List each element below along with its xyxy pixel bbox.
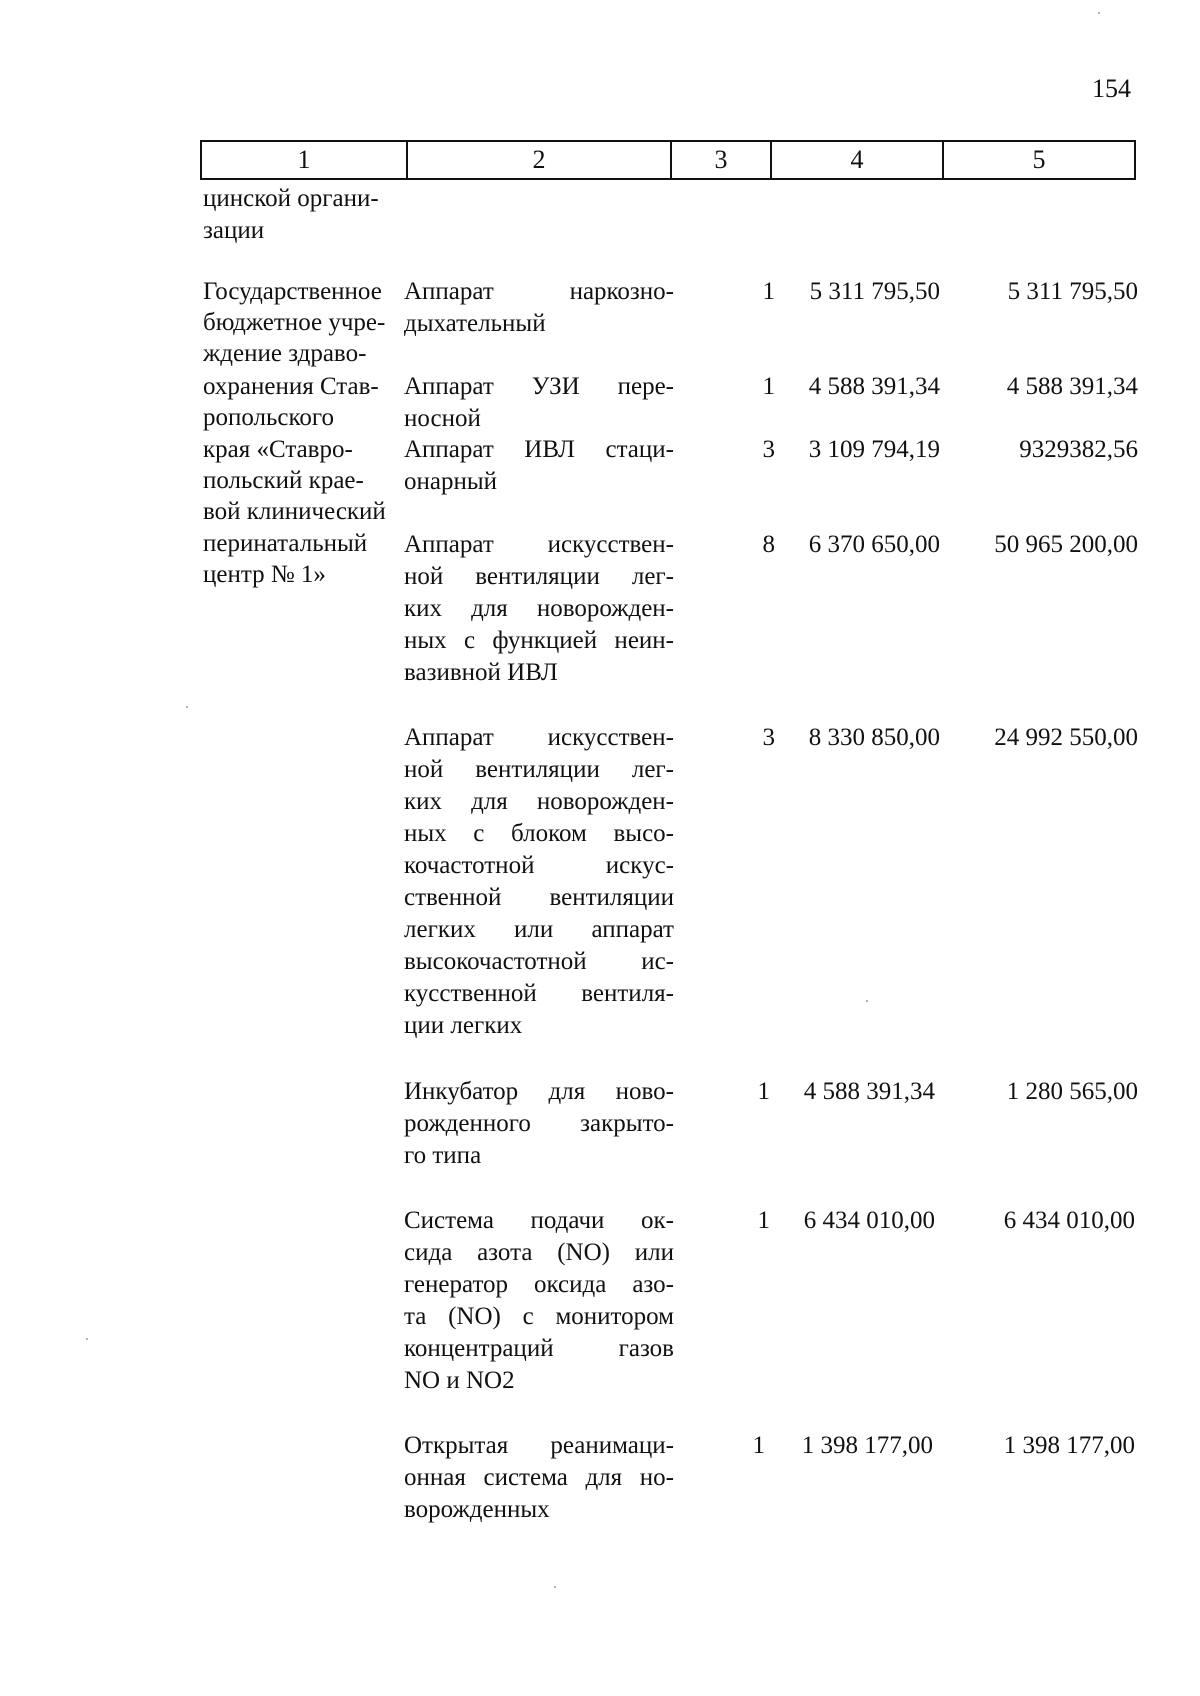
item-name-line: рожденного закрыто-: [404, 1110, 674, 1137]
header-col-4: 4: [771, 141, 943, 179]
org-line: центр № 1»: [203, 561, 326, 588]
org-continuation: [203, 183, 408, 247]
item-name-line: сида азота (NO) или: [404, 1239, 674, 1266]
item-name-line: генератор оксида азо-: [404, 1271, 674, 1298]
item-name-line: высокочастотной ис-: [404, 948, 674, 975]
item-name-line: онная система для но-: [404, 1464, 674, 1491]
org-line: вой клинический: [203, 498, 386, 525]
org-line: бюджетное учре-: [203, 309, 386, 336]
item-name-line: ной вентиляции лег-: [404, 563, 674, 590]
item-price: 4 588 391,34: [808, 373, 940, 400]
item-total: 24 992 550,00: [994, 724, 1138, 751]
org-line: польский крае-: [203, 467, 364, 494]
item-name-line: ких для новорожден-: [404, 595, 674, 622]
item-name-line: концентраций газов: [404, 1335, 674, 1362]
item-name-line: ворожденных: [404, 1496, 550, 1523]
page-number: 154: [1092, 74, 1131, 103]
header-col-2: 2: [407, 141, 671, 179]
item-price: 5 311 795,50: [809, 278, 940, 305]
item-name: [404, 276, 674, 340]
org-line: Государственное: [203, 278, 382, 305]
item-name-line: ных с блоком высо-: [404, 820, 674, 847]
item-price: 8 330 850,00: [808, 724, 940, 751]
item-name-line: кусственной вентиля-: [404, 980, 674, 1007]
header-col-3: 3: [671, 141, 771, 179]
item-name-line: ции легких: [404, 1012, 523, 1039]
item-name-line: Аппарат ИВЛ стаци-: [404, 436, 674, 463]
item-name-line: ной вентиляции лег-: [404, 756, 674, 783]
scan-speck: [866, 1000, 868, 1002]
scan-speck: [554, 1586, 556, 1588]
item-qty: 1: [752, 1432, 765, 1459]
item-name-line: го типа: [404, 1142, 482, 1169]
item-name: [404, 434, 674, 498]
item-name-line: кочастотной искус-: [404, 852, 674, 879]
item-name-line: легких или аппарат: [404, 916, 674, 943]
item-price: 4 588 391,34: [803, 1078, 935, 1105]
item-name-line: Аппарат УЗИ пере-: [404, 373, 674, 400]
item-name-line: Открытая реанимаци-: [404, 1432, 674, 1459]
item-qty: 1: [757, 1207, 770, 1234]
item-qty: 1: [762, 373, 775, 400]
item-total: 5 311 795,50: [1007, 278, 1138, 305]
item-price: 3 109 794,19: [808, 436, 940, 463]
item-qty: 1: [757, 1078, 770, 1105]
item-name-line: Система подачи ок-: [404, 1207, 674, 1234]
item-name-line: Аппарат искусствен-: [404, 531, 674, 558]
scan-speck: [186, 706, 188, 708]
item-name-line: носной: [404, 405, 481, 432]
org-line: ропольского: [203, 404, 335, 431]
item-total: 6 434 010,00: [1003, 1207, 1135, 1234]
item-price: 1 398 177,00: [801, 1432, 933, 1459]
org-line: края «Ставро-: [203, 436, 353, 463]
item-qty: 8: [762, 531, 775, 558]
item-name: [404, 371, 674, 435]
item-total: 50 965 200,00: [994, 531, 1138, 558]
item-name-line: Инкубатор для ново-: [404, 1078, 674, 1105]
item-name: [404, 529, 674, 689]
item-name-line: та (NO) с монитором: [404, 1303, 674, 1330]
org-continuation-line: цинской органи-: [203, 185, 379, 212]
item-qty: 1: [762, 278, 775, 305]
item-name-line: Аппарат наркозно-: [404, 278, 674, 305]
item-price: 6 370 650,00: [808, 531, 940, 558]
item-qty: 3: [762, 724, 775, 751]
item-total: 1 280 565,00: [1006, 1078, 1138, 1105]
item-name-line: ких для новорожден-: [404, 788, 674, 815]
item-name-line: дыхательный: [404, 310, 546, 337]
item-name: [404, 722, 674, 1042]
org-line: охранения Став-: [203, 373, 379, 400]
item-name: [404, 1205, 674, 1397]
item-name-line: ственной вентиляции: [404, 884, 674, 911]
item-name-line: NO и NO2: [404, 1367, 515, 1394]
item-total: 4 588 391,34: [1006, 373, 1138, 400]
item-price: 6 434 010,00: [803, 1207, 935, 1234]
scan-speck: [86, 1338, 88, 1340]
item-name-line: Аппарат искусствен-: [404, 724, 674, 751]
item-name-line: вазивной ИВЛ: [404, 659, 558, 686]
org-continuation-line: зации: [203, 217, 265, 244]
item-total: 1 398 177,00: [1003, 1432, 1135, 1459]
table-header: [200, 140, 1136, 180]
item-total: 9329382,56: [1019, 436, 1138, 463]
item-name-line: ных с функцией неин-: [404, 627, 674, 654]
item-name: [404, 1430, 674, 1526]
header-col-1: 1: [201, 141, 407, 179]
item-qty: 3: [762, 436, 775, 463]
org-line: перинатальный: [203, 530, 368, 557]
header-col-5: 5: [943, 141, 1135, 179]
org-line: ждение здраво-: [203, 340, 367, 367]
item-name: [404, 1076, 674, 1172]
scan-speck: [1098, 12, 1100, 14]
item-name-line: онарный: [404, 468, 498, 495]
